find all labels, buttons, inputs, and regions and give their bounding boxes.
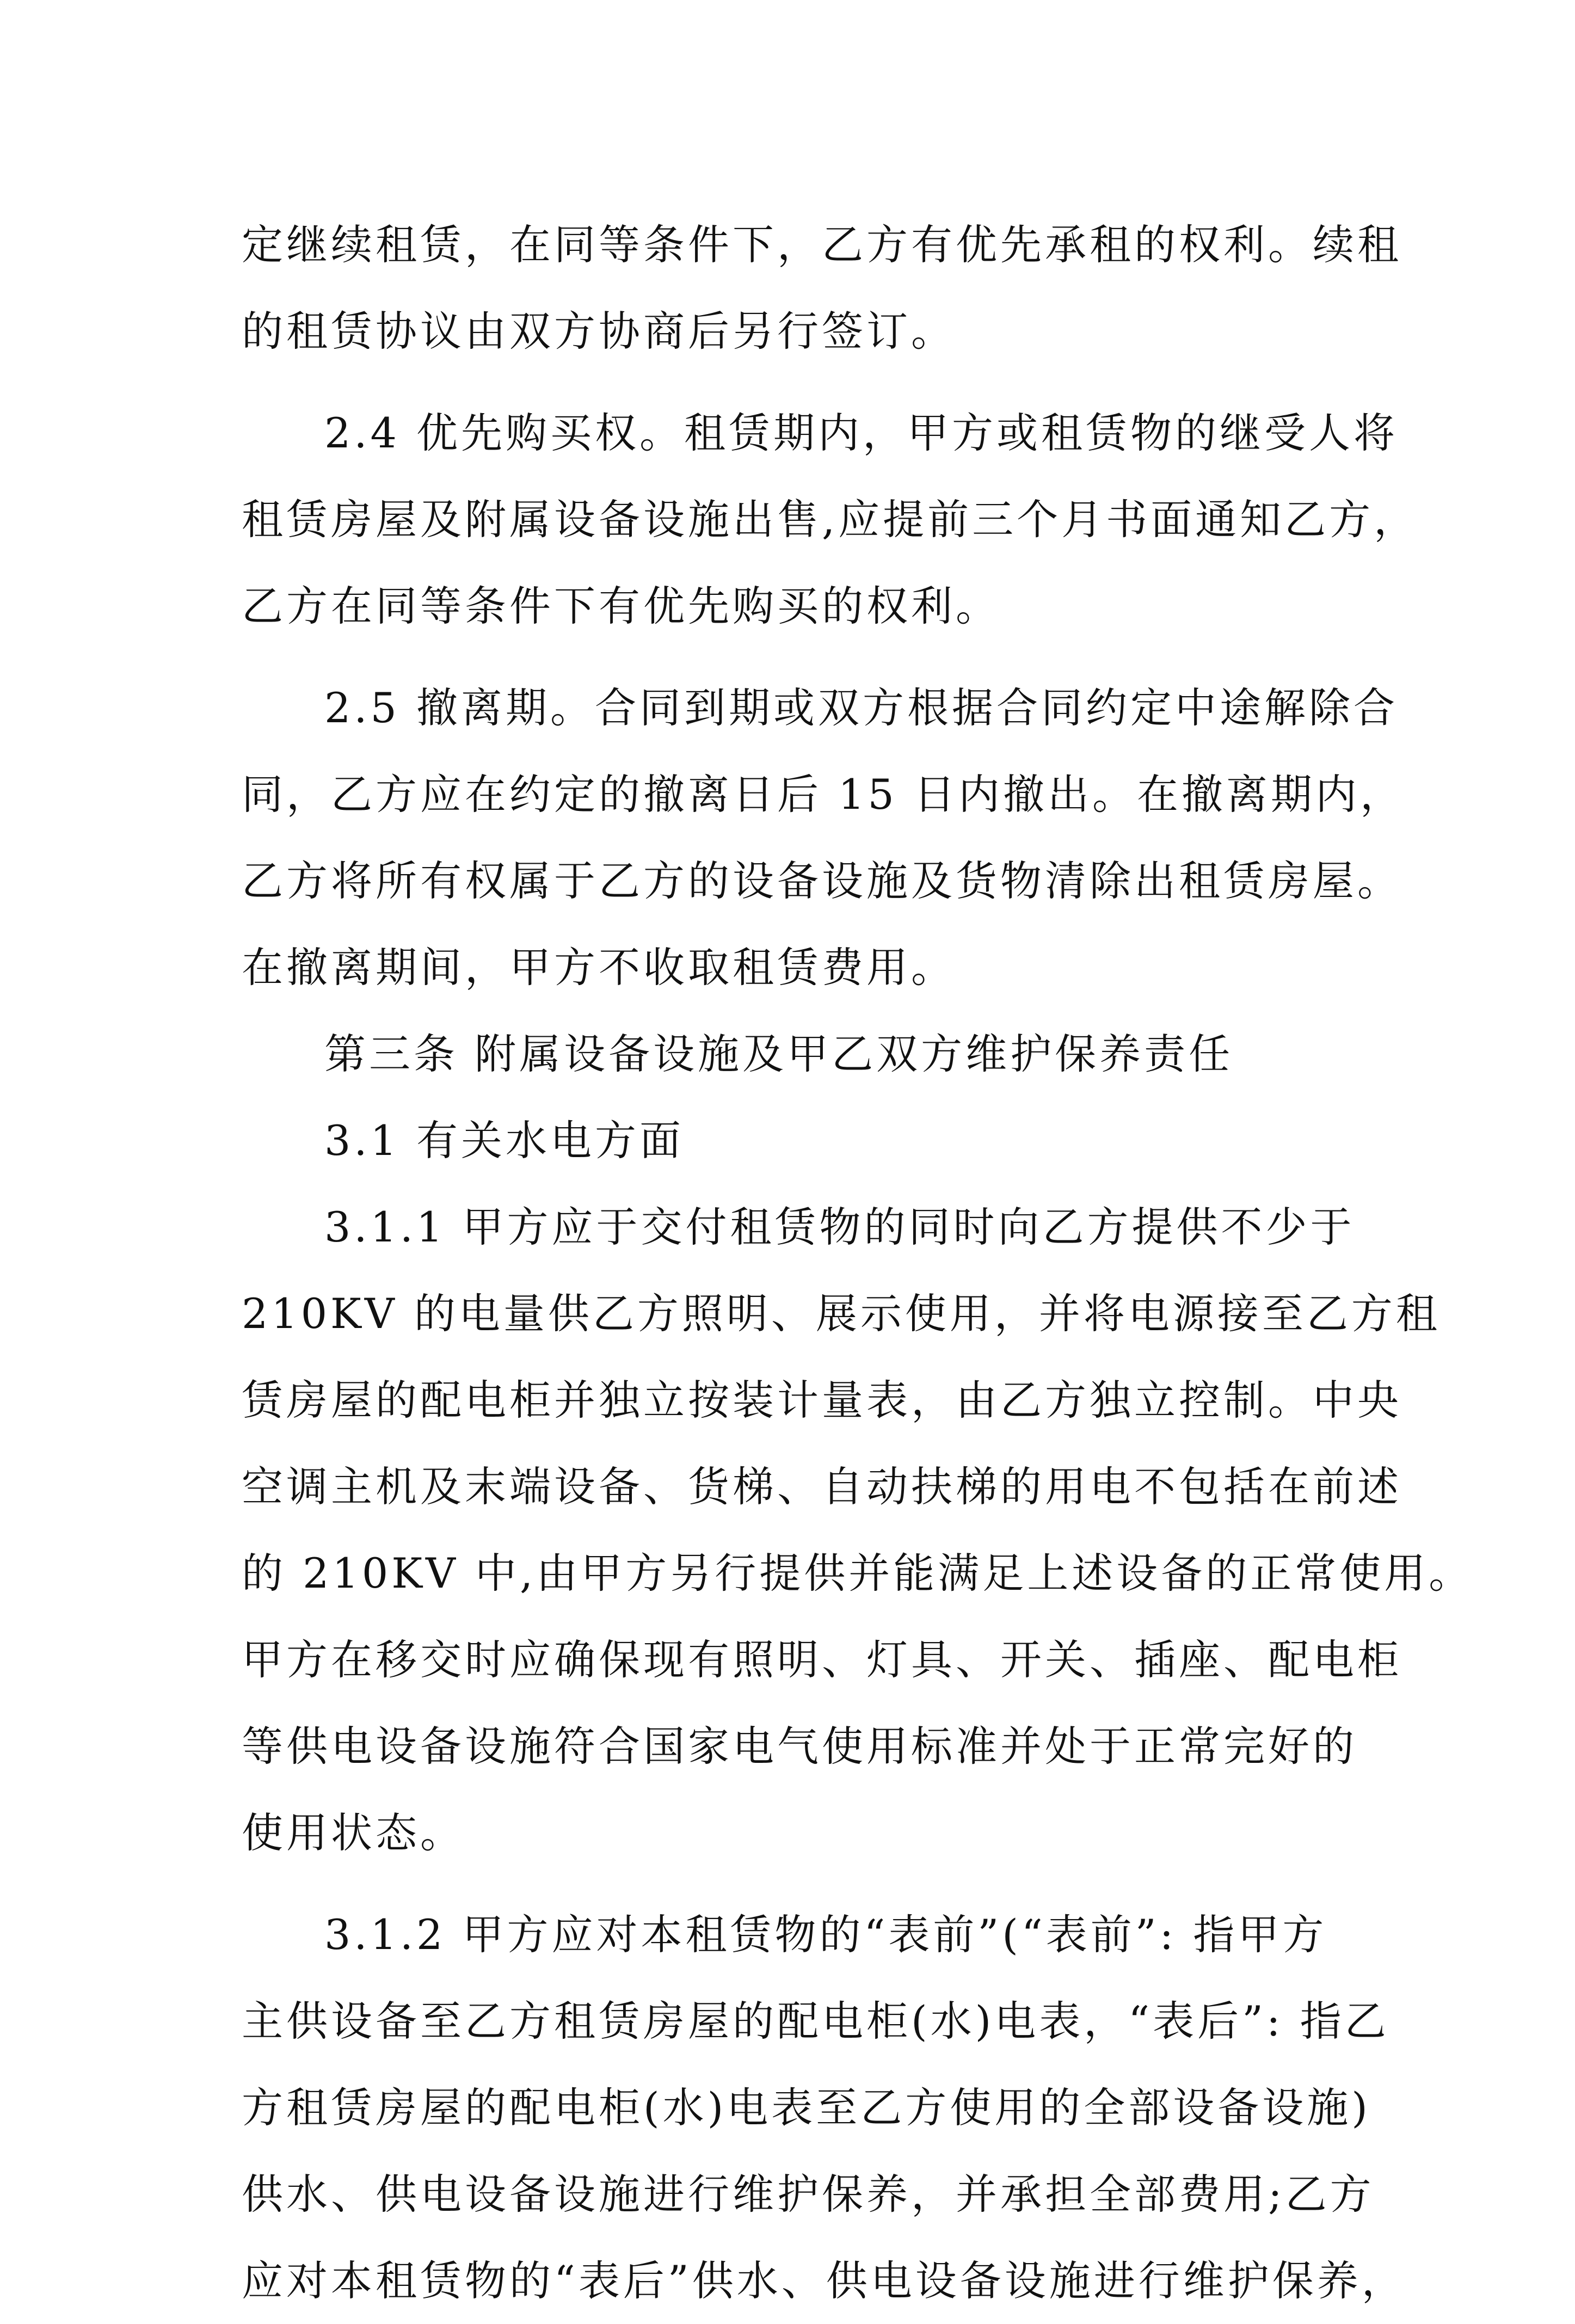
text-line-1: 定继续租赁，在同等条件下，乙方有优先承租的权利。续租 — [242, 220, 1402, 269]
text-line-8: 乙方将所有权属于乙方的设备设施及货物清除出租赁房屋。 — [242, 857, 1402, 905]
text-line-22: 方租赁房屋的配电柜(水)电表至乙方使用的全部设备设施) — [242, 2083, 1371, 2132]
text-line-12: 3.1.1 甲方应于交付租赁物的同时向乙方提供不少于 — [324, 1203, 1355, 1251]
text-line-13: 210KV 的电量供乙方照明、展示使用，并将电源接至乙方租 — [242, 1289, 1441, 1338]
text-line-4: 租赁房屋及附属设备设施出售,应提前三个月书面通知乙方， — [242, 495, 1419, 544]
text-line-18: 等供电设备设施符合国家电气使用标准并处于正常完好的 — [242, 1722, 1357, 1770]
text-line-19: 使用状态。 — [242, 1809, 465, 1857]
text-line-3: 2.4 优先购买权。租赁期内，甲方或租赁物的继受人将 — [324, 409, 1399, 457]
text-line-16: 的 210KV 中,由甲方另行提供并能满足上述设备的正常使用。 — [242, 1549, 1474, 1597]
text-line-15: 空调主机及末端设备、货梯、自动扶梯的用电不包括在前述 — [242, 1462, 1402, 1511]
section-heading: 3.1 有关水电方面 — [324, 1116, 685, 1165]
text-line-14: 赁房屋的配电柜并独立按装计量表，由乙方独立控制。中央 — [242, 1376, 1402, 1424]
text-line-17: 甲方在移交时应确保现有照明、灯具、开关、插座、配电柜 — [242, 1636, 1402, 1684]
text-line-23: 供水、供电设备设施进行维护保养，并承担全部费用;乙方 — [242, 2170, 1375, 2218]
text-line-21: 主供设备至乙方租赁房屋的配电柜(水)电表，“表后”: 指乙 — [242, 1997, 1389, 2045]
text-line-6: 2.5 撤离期。合同到期或双方根据合同约定中途解除合 — [324, 684, 1399, 732]
text-line-20: 3.1.2 甲方应对本租赁物的“表前”(“表前”: 指甲方 — [324, 1910, 1327, 1959]
text-line-2: 的租赁协议由双方协商后另行签订。 — [242, 307, 956, 355]
text-line-9: 在撤离期间，甲方不收取租赁费用。 — [242, 943, 956, 992]
text-line-5: 乙方在同等条件下有优先购买的权利。 — [242, 582, 1000, 630]
document-body — [242, 201, 1474, 2324]
text-line-24: 应对本租赁物的“表后”供水、供电设备设施进行维护保养， — [242, 2257, 1406, 2305]
text-line-7: 同，乙方应在约定的撤离日后 15 日内撤出。在撤离期内， — [242, 770, 1405, 819]
article-heading: 第三条 附属设备设施及甲乙双方维护保养责任 — [324, 1030, 1234, 1078]
